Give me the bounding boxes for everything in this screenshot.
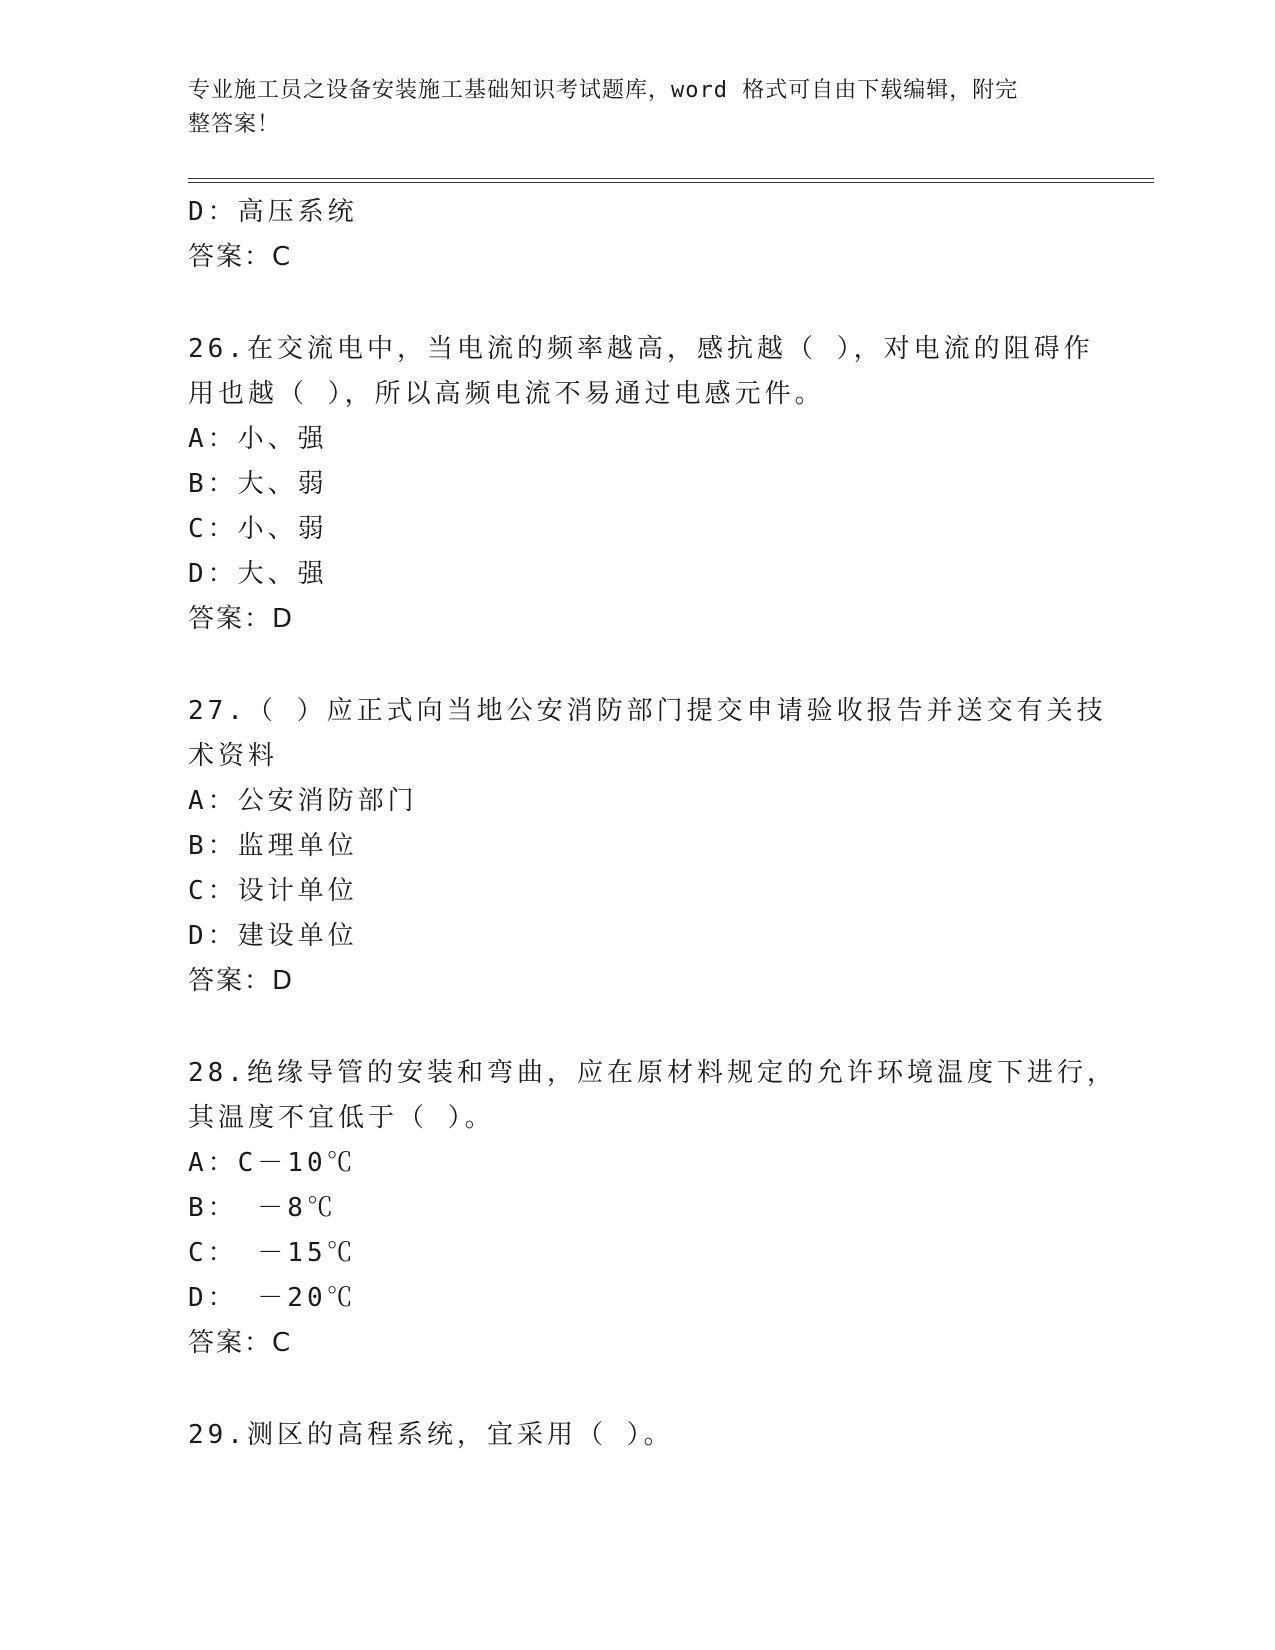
document-body	[188, 190, 1117, 1458]
question-stem: 27.（ ）应正式向当地公安消防部门提交申请验收报告并送交有关技	[188, 696, 1107, 726]
spacer	[188, 1004, 1088, 1051]
option-a: A：公安消防部门	[188, 786, 418, 816]
header-title-line-1: 专业施工员之设备安装施工基础知识考试题库，word 格式可自由下载编辑，附完	[188, 78, 1019, 103]
option-b: B： －8℃	[188, 1193, 337, 1223]
document-header	[188, 74, 1068, 142]
option-d: D：建设单位	[188, 921, 358, 951]
question-stem: 29.测区的高程系统，宜采用（ ）。	[188, 1420, 674, 1450]
option-a: A：C－10℃	[188, 1148, 357, 1178]
option-d: D：高压系统	[188, 197, 358, 227]
option-b: B：监理单位	[188, 831, 358, 861]
header-title-line-2: 整答案！	[188, 112, 281, 137]
question-stem: 其温度不宜低于（ ）。	[188, 1103, 495, 1133]
question-29	[188, 1413, 1088, 1458]
spacer	[188, 1366, 1088, 1413]
spacer	[188, 642, 1088, 689]
option-c: C： －15℃	[188, 1238, 357, 1268]
spacer	[188, 280, 1088, 327]
option-c: C：设计单位	[188, 876, 358, 906]
question-25-tail	[188, 190, 1088, 280]
option-b: B：大、弱	[188, 469, 328, 499]
option-d: D： －20℃	[188, 1283, 357, 1313]
question-stem: 28.绝缘导管的安装和弯曲，应在原材料规定的允许环境温度下进行，	[188, 1058, 1117, 1088]
answer: 答案：C	[188, 242, 293, 272]
question-27	[188, 689, 1107, 1004]
question-stem: 术资料	[188, 741, 279, 771]
question-26	[188, 327, 1094, 642]
header-divider	[188, 178, 1154, 183]
question-28	[188, 1051, 1117, 1366]
option-a: A：小、强	[188, 424, 328, 454]
question-stem: 26.在交流电中，当电流的频率越高，感抗越（ ），对电流的阻碍作	[188, 334, 1094, 364]
option-d: D：大、强	[188, 559, 328, 589]
question-stem: 用也越（ ），所以高频电流不易通过电感元件。	[188, 379, 825, 409]
answer: 答案：C	[188, 1328, 293, 1358]
answer: 答案：D	[188, 966, 295, 996]
option-c: C：小、弱	[188, 514, 328, 544]
answer: 答案：D	[188, 604, 295, 634]
